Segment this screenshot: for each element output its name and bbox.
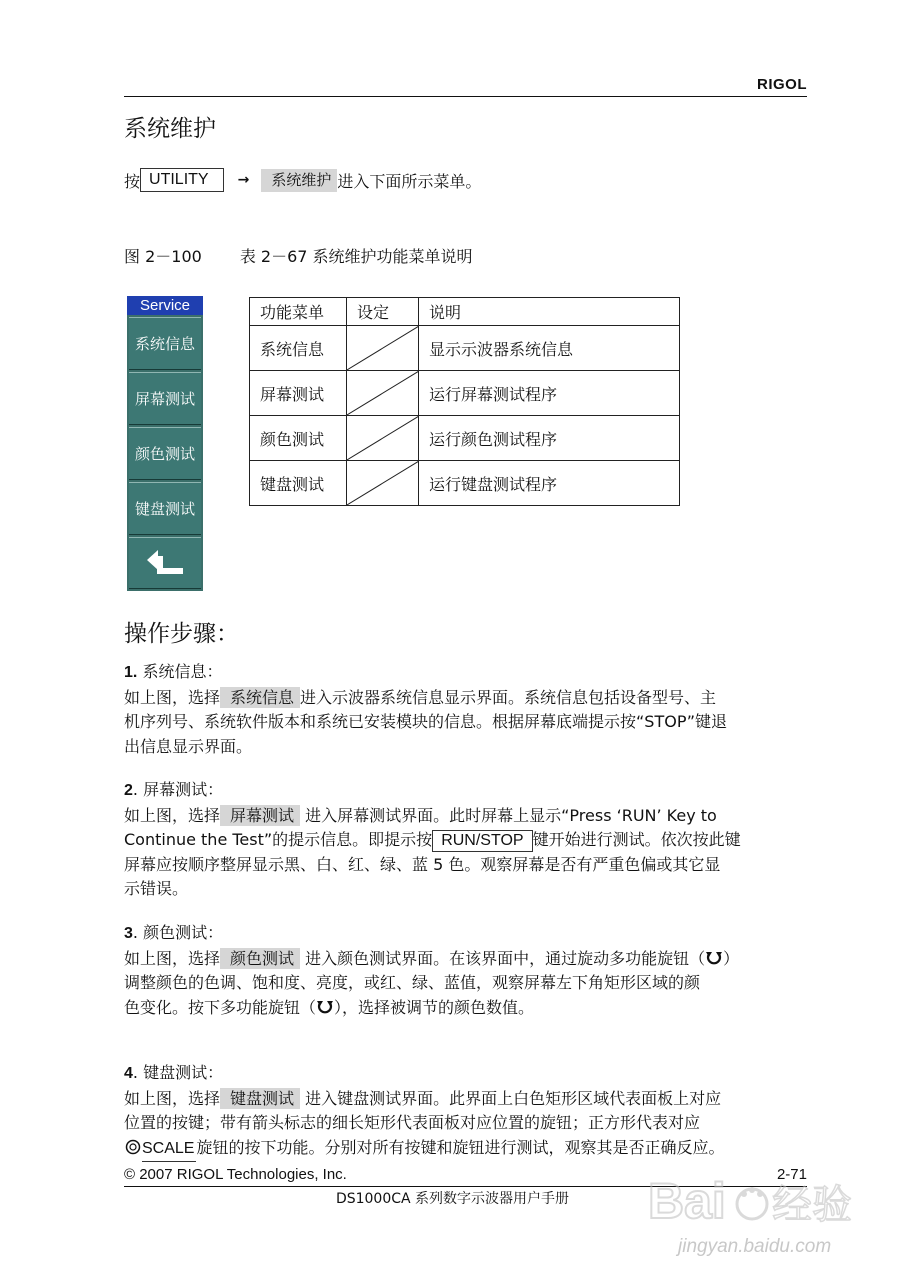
rotate-knob-icon: [316, 999, 334, 1015]
step-1-heading: 1. 系统信息：: [124, 662, 223, 681]
cell-desc: 运行颜色测试程序: [419, 416, 680, 461]
cell-desc: 显示示波器系统信息: [419, 326, 680, 371]
menu-item-keyboard-test[interactable]: 键盘测试: [129, 482, 201, 535]
cell-setting-empty: [347, 371, 419, 416]
col-header-desc: 说明: [419, 298, 680, 326]
figure-label: 图 2－100: [124, 247, 202, 266]
step-1-line-2: 机序列号、系统软件版本和系统已安装模块的信息。根据屏幕底端提示按“STOP”键退: [124, 712, 728, 731]
step-3-line-3: 色变化。按下多功能旋钮（ ），选择被调节的颜色数值。: [124, 997, 535, 1017]
table-row: [250, 371, 680, 416]
header-rule: [124, 96, 807, 97]
step-3: [124, 921, 814, 1020]
step-3-heading: 3. 颜色测试：: [124, 923, 224, 942]
menu-item-system-info[interactable]: 系统信息: [129, 317, 201, 370]
footer-copyright: © 2007 RIGOL Technologies, Inc.: [124, 1166, 347, 1183]
nav-prefix: 按: [124, 171, 141, 191]
arrow-right-icon: →: [237, 172, 250, 188]
system-info-softkey: 系统信息: [220, 687, 300, 708]
nav-suffix: 进入下面所示菜单。: [337, 171, 482, 191]
cell-menu: 颜色测试: [250, 416, 347, 461]
cell-desc: 运行键盘测试程序: [419, 461, 680, 506]
figure-caption: [124, 244, 473, 267]
function-table: [249, 297, 680, 506]
service-softkey: 系统维护: [261, 169, 337, 192]
col-header-menu: 功能菜单: [250, 298, 347, 326]
navigation-instruction: [124, 168, 481, 192]
watermark-url: jingyan.baidu.com: [678, 1236, 832, 1257]
step-1: [124, 660, 814, 759]
ops-title: 操作步骤：: [124, 621, 239, 647]
cell-setting-empty: [347, 416, 419, 461]
step-4-line-3: SCALE 旋钮的按下功能。分别对所有按键和旋钮进行测试，观察其是否正确反应。: [124, 1136, 814, 1163]
scale-knob-icon: [124, 1139, 142, 1155]
cell-menu: 键盘测试: [250, 461, 347, 506]
footer-page-number: 2-71: [776, 1166, 807, 1183]
service-menu: [127, 296, 203, 591]
step-1-line-1: 如上图，选择 系统信息 进入示波器系统信息显示界面。系统信息包括设备型号、主: [124, 687, 717, 707]
table-header-row: [250, 298, 680, 326]
step-3-line-1: 如上图，选择 颜色测试 进入颜色测试界面。在该界面中，通过旋动多功能旋钮（ ）: [124, 948, 740, 968]
table-row: [250, 326, 680, 371]
section-title: 系统维护: [124, 116, 216, 142]
step-4-line-1: 如上图，选择 键盘测试 进入键盘测试界面。此界面上白色矩形区域代表面板上对应: [124, 1088, 722, 1108]
menu-header: Service: [127, 296, 203, 315]
step-4-line-2: 位置的按键；带有箭头标志的细长矩形代表面板对应位置的旋钮；正方形代表对应: [124, 1113, 701, 1132]
menu-item-color-test[interactable]: 颜色测试: [129, 427, 201, 480]
menu-item-screen-test[interactable]: 屏幕测试: [129, 372, 201, 425]
scale-key: SCALE: [142, 1137, 196, 1163]
cell-menu: 系统信息: [250, 326, 347, 371]
run-stop-key: RUN/STOP: [432, 830, 532, 852]
step-2-line-2: Continue the Test”的提示信息。即提示按 RUN/STOP 键开始进行测试。依次按此键: [124, 828, 814, 853]
brand-logo: RIGOL: [757, 76, 807, 93]
step-2-line-3: 屏幕应按顺序整屏显示黑、白、红、绿、蓝 5 色。观察屏幕是否有严重色偏或其它显: [124, 854, 721, 874]
screen-test-softkey: 屏幕测试: [220, 805, 300, 826]
cell-desc: 运行屏幕测试程序: [419, 371, 680, 416]
step-2-line-4: 示错误。: [124, 879, 189, 898]
color-test-softkey: 颜色测试: [220, 948, 300, 969]
utility-key: UTILITY: [140, 168, 224, 192]
table-row: [250, 461, 680, 506]
step-2-line-1: 如上图，选择 屏幕测试 进入屏幕测试界面。此时屏幕上显示“Press ‘RUN’ Key to: [124, 805, 717, 825]
cell-setting-empty: [347, 461, 419, 506]
col-header-setting: 设定: [347, 298, 419, 326]
table-row: [250, 416, 680, 461]
step-1-line-3: 出信息显示界面。: [124, 736, 253, 756]
step-4-heading: 4. 键盘测试：: [124, 1063, 224, 1082]
footer-manual-title: DS1000CA 系列数字示波器用户手册: [335, 1191, 570, 1207]
step-3-line-2: 调整颜色的色调、饱和度、亮度，或红、绿、蓝值，观察屏幕左下角矩形区域的颜: [124, 973, 701, 992]
table-label: 表 2－67 系统维护功能菜单说明: [239, 247, 473, 266]
menu-back-button[interactable]: [129, 537, 201, 589]
step-4: [124, 1061, 814, 1162]
step-2-heading: 2. 屏幕测试：: [124, 780, 224, 799]
cell-setting-empty: [347, 326, 419, 371]
step-2: [124, 778, 814, 902]
svg-text:经验: 经验: [772, 1182, 852, 1228]
return-arrow-icon: [145, 550, 185, 576]
cell-menu: 屏幕测试: [250, 371, 347, 416]
keyboard-test-softkey: 键盘测试: [220, 1088, 300, 1109]
svg-text:Bai: Bai: [648, 1173, 726, 1229]
rotate-knob-icon: [705, 950, 723, 966]
